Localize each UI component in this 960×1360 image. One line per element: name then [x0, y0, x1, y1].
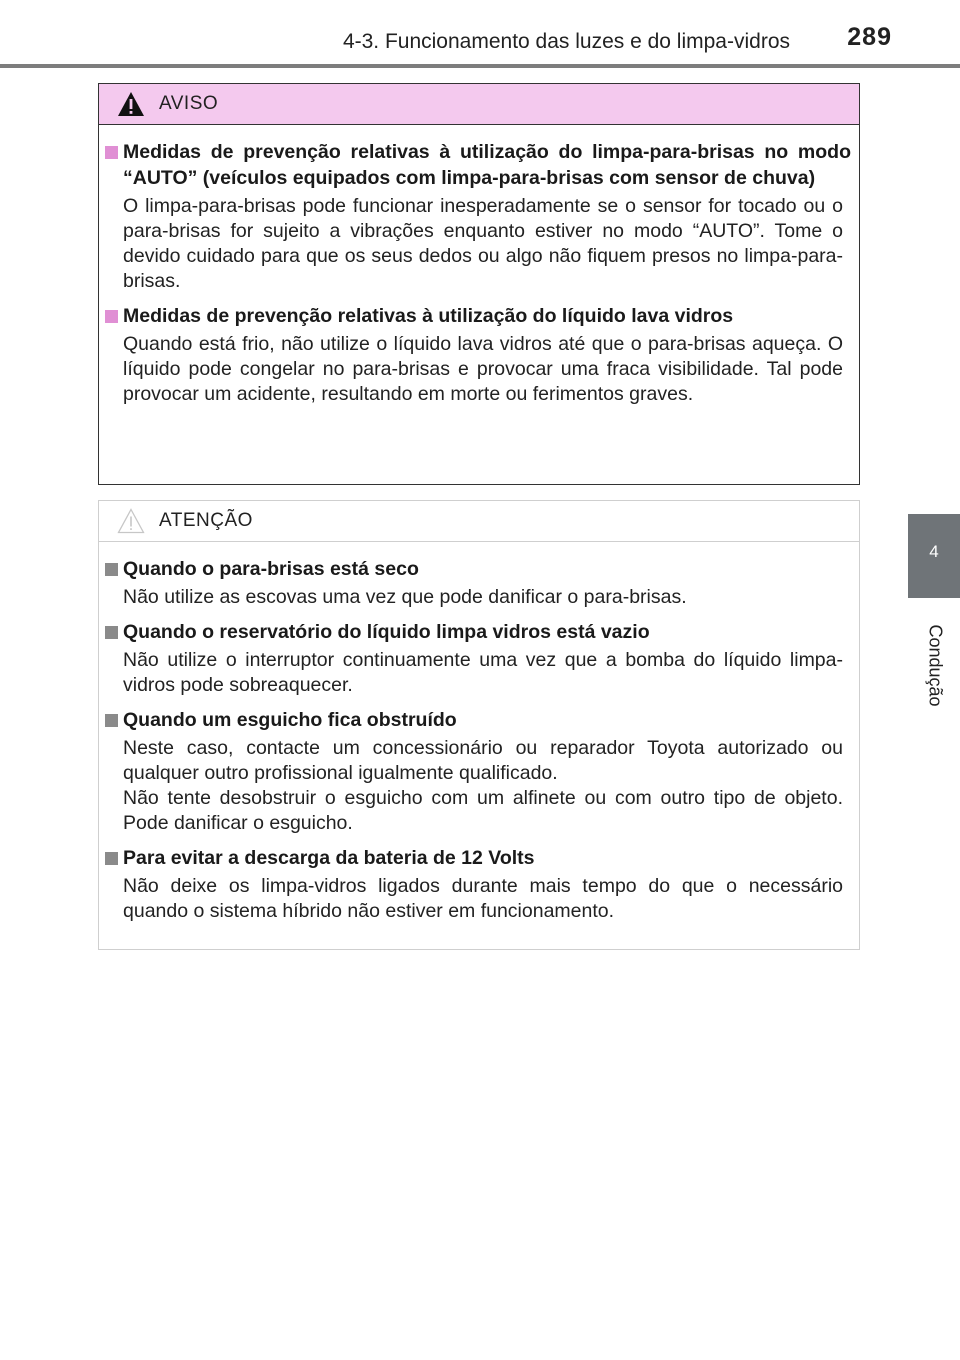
item-heading-text: Quando o para-brisas está seco [123, 558, 419, 580]
chapter-tab [908, 514, 960, 598]
item-heading [105, 845, 851, 871]
warning-box-title: AVISO [159, 93, 219, 114]
item-body [123, 332, 843, 407]
caution-box [98, 500, 860, 950]
caution-box-body [99, 542, 859, 924]
section-title: 4-3. Funcionamento das luzes e do limpa-vidros [342, 30, 790, 53]
header-rule [0, 64, 960, 68]
item-paragraph: Neste caso, contacte um concessionário ou reparador Toyota autorizado ou qualquer outro profissional igualmente qualificado. [123, 737, 843, 784]
item-heading [105, 707, 851, 733]
item-heading-text: Quando um esguicho fica obstruído [123, 709, 457, 731]
item-heading-text: Medidas de prevenção relativas à utilização do líquido lava vidros [123, 305, 734, 327]
item-heading [105, 303, 851, 329]
chapter-label: Condução [925, 624, 946, 707]
list-item [105, 303, 851, 407]
item-body [123, 194, 843, 294]
item-paragraph: Não tente desobstruir o esguicho com um alfinete ou com outro tipo de objeto. Pode danificar o esguicho. [123, 787, 843, 834]
item-heading-text: Medidas de prevenção relativas à utilização do limpa-para-brisas no modo “AUTO” (veículos equipados com limpa-para-brisas com sensor de chuva) [123, 141, 851, 189]
bullet-square-icon [105, 626, 118, 639]
item-heading [105, 556, 851, 582]
list-item [105, 845, 851, 924]
item-paragraph: Não utilize as escovas uma vez que pode danificar o para-brisas. [123, 586, 687, 608]
item-body [123, 874, 843, 924]
list-item [105, 139, 851, 294]
list-item [105, 619, 851, 698]
bullet-square-icon [105, 563, 118, 576]
bullet-square-icon [105, 310, 118, 323]
item-paragraph: O limpa-para-brisas pode funcionar inesperadamente se o sensor for tocado ou o para-brisas for sujeito a vibrações enquanto estiver no modo “AUTO”. Tome o devido cuidado para que os seus dedos ou algo não fiquem presos no limpa-para-brisas. [123, 195, 843, 292]
bullet-square-icon [105, 714, 118, 727]
item-heading-text: Quando o reservatório do líquido limpa vidros está vazio [123, 621, 650, 643]
item-paragraph: Não utilize o interruptor continuamente uma vez que a bomba do líquido limpa-vidros pode sobreaquecer. [123, 649, 843, 696]
caution-triangle-icon [117, 508, 145, 534]
list-item [105, 556, 851, 610]
item-heading [105, 619, 851, 645]
warning-box [98, 83, 860, 485]
page-number: 289 [847, 23, 892, 51]
caution-box-title: ATENÇÃO [159, 510, 253, 531]
item-paragraph: Não deixe os limpa-vidros ligados durante mais tempo do que o necessário quando o sistema híbrido não estiver em funcionamento. [123, 875, 843, 922]
caution-box-header [99, 501, 859, 542]
chapter-number: 4 [929, 542, 939, 561]
item-heading-text: Para evitar a descarga da bateria de 12 Volts [123, 847, 535, 869]
item-paragraph: Quando está frio, não utilize o líquido lava vidros até que o para-brisas aqueça. O líquido pode congelar no para-brisas e provocar uma fraca visibilidade. Tal pode provocar um acidente, resultando em morte ou ferimentos graves. [123, 333, 843, 405]
bullet-square-icon [105, 146, 118, 159]
item-body [123, 585, 843, 610]
warning-box-header [99, 84, 859, 125]
warning-box-body [99, 125, 859, 407]
bullet-square-icon [105, 852, 118, 865]
item-heading [105, 139, 851, 191]
item-body [123, 736, 843, 836]
list-item [105, 707, 851, 836]
item-body [123, 648, 843, 698]
warning-triangle-icon [117, 91, 145, 117]
